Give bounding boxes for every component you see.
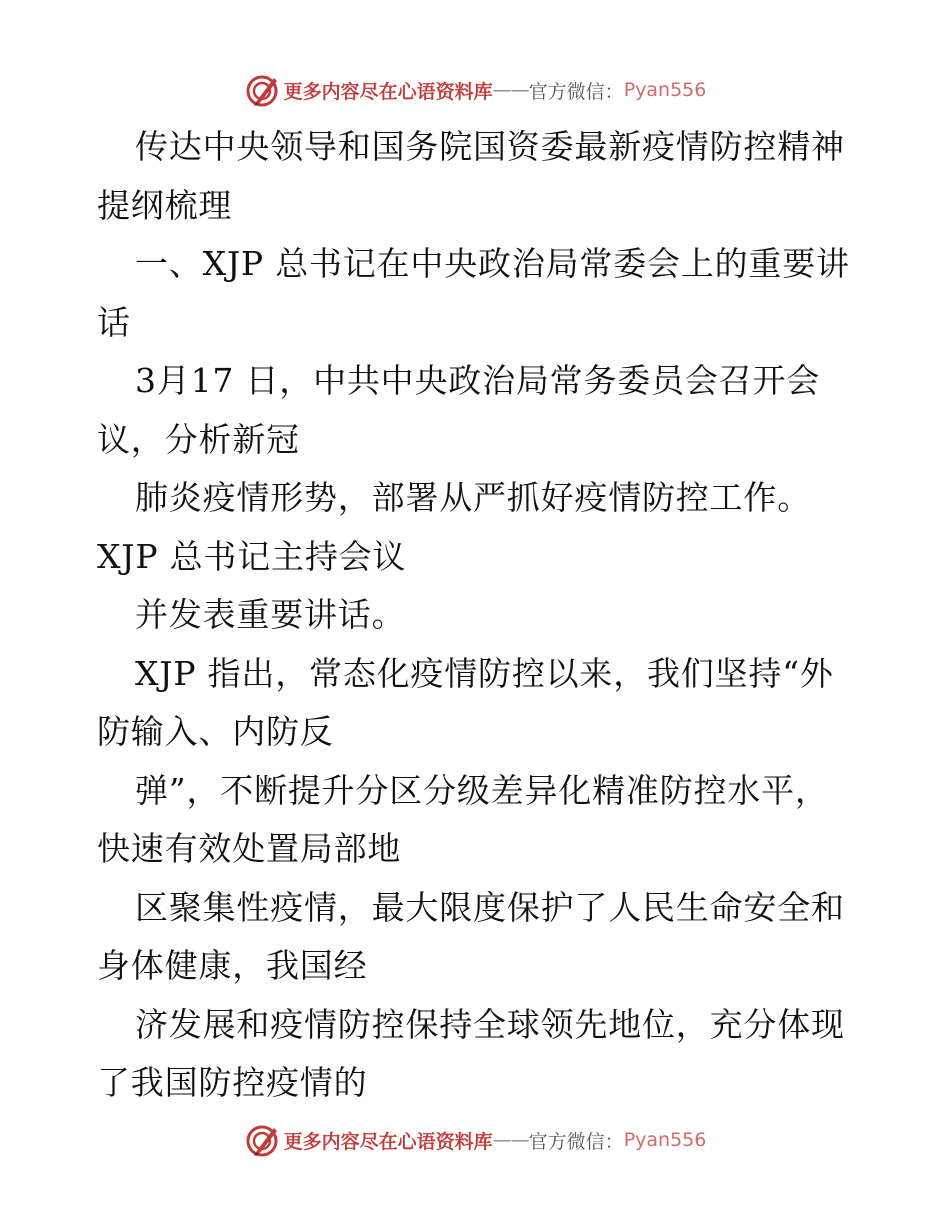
doc-line: 一、XJP 总书记在中央政治局常委会上的重要讲 (135, 244, 850, 283)
doc-line: 弹”，不断提升分区分级差异化精准防控水平， (135, 770, 829, 810)
watermark-main-text: 更多内容尽在心语资料库 (283, 1130, 493, 1153)
watermark-wechat-label: 官方微信： (528, 1130, 624, 1153)
doc-line: 3月17 日，中共中央政治局常务委员会召开会 (135, 361, 821, 400)
watermark-separator: —— (492, 79, 529, 101)
document-body (97, 118, 857, 1113)
doc-line: XJP 指出，常态化疫情防控以来，我们坚持“外 (135, 653, 834, 693)
doc-line: 传达中央领导和国务院国资委最新疫情防控精神 (135, 127, 845, 166)
doc-line: 并发表重要讲话。 (135, 595, 406, 634)
doc-line: 话 (97, 302, 131, 342)
doc-line: 议，分析新冠 (97, 419, 300, 459)
doc-line: 区聚集性疫情，最大限度保护了人民生命安全和 (135, 887, 845, 927)
doc-line: 身体健康，我国经 (97, 946, 368, 985)
doc-line: 济发展和疫情防控保持全球领先地位，充分体现 (135, 1004, 845, 1044)
doc-line: 了我国防控疫情的 (97, 1063, 368, 1102)
doc-line: 快速有效处置局部地 (97, 829, 402, 868)
header-watermark (0, 70, 950, 110)
doc-line: 防输入、内防反 (97, 712, 334, 751)
doc-line: XJP 总书记主持会议 (97, 536, 407, 576)
watermark-wechat-label: 官方微信： (528, 80, 624, 103)
watermark-main-text: 更多内容尽在心语资料库 (283, 80, 493, 103)
doc-line: 肺炎疫情形势，部署从严抓好疫情防控工作。 (135, 478, 811, 517)
doc-line: 提纲梳理 (97, 185, 233, 225)
watermark-wechat-id: Pyan556 (623, 1129, 707, 1151)
watermark-separator: —— (492, 1129, 529, 1151)
pen-logo-icon (244, 1122, 280, 1158)
pen-logo-icon (244, 72, 280, 108)
watermark-wechat-id: Pyan556 (623, 79, 707, 101)
footer-watermark (0, 1120, 950, 1160)
